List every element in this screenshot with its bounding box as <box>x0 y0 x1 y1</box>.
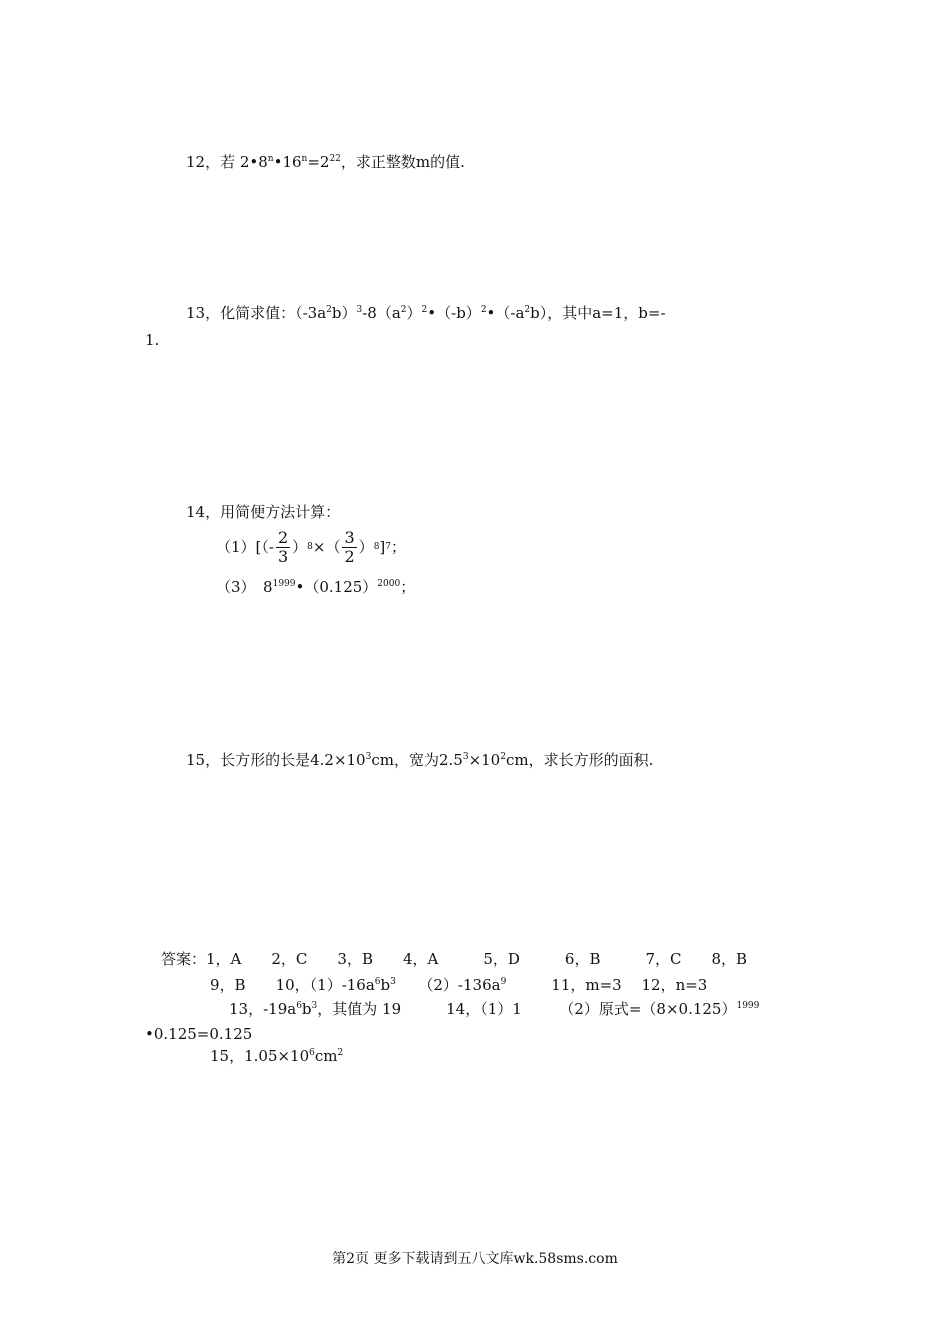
question-15: 15，长方形的长是$4.2\times 10^3cm$，宽为$2.5^3\times 10^2cm$，求长方形的面积. <box>186 751 654 769</box>
answers-row-1: 答案：1，A 2，C 3，B 4，A 5，D 6，B 7，C 8，B <box>161 950 748 968</box>
question-13-wrap: 1. <box>145 331 160 349</box>
question-14-part-1: （1）[（- $\frac{2}{3}$ ） 8 ×（ $\frac{3}{2}$ ） 8 ] 7 ； <box>216 527 407 566</box>
fraction-2-3: $\frac{2}{3}$ <box>277 527 289 566</box>
answers-row-2: 9，B 10，$(1)-16a^6b^3$ $(2)-136a^9$ 11，m=3 12，n=3 <box>210 976 708 994</box>
page-footer: 第2页 更多下载请到五八文库wk.58sms.com <box>332 1251 618 1267</box>
answers-row-3: 13，$-19a^6b^3$，其值为 19 14，（1）1 （2）原式$=(8\times 0.125)^{1999}$ <box>229 1000 760 1018</box>
answers-row-5: 15，$1.05\times 10^6cm^2$ <box>210 1047 344 1065</box>
fraction-3-2: $\frac{3}{2}$ <box>344 527 355 566</box>
question-14-part-3: （3） $8^{1999}•(0.125)^{2000}$； <box>216 578 416 596</box>
answers-row-4: •0.125=0.125 <box>145 1025 253 1043</box>
question-14-title: 14，用简便方法计算： <box>186 503 341 521</box>
question-12: 12，若 $2•8^n•16^n=2^{22}$，求正整数m的值. <box>186 153 465 171</box>
question-13: 13，化简求值：$(-3a^2b)^3-8(a^2)^2•(-b)^2•(-a^2b)$，其中a=1，b=- <box>186 304 666 322</box>
